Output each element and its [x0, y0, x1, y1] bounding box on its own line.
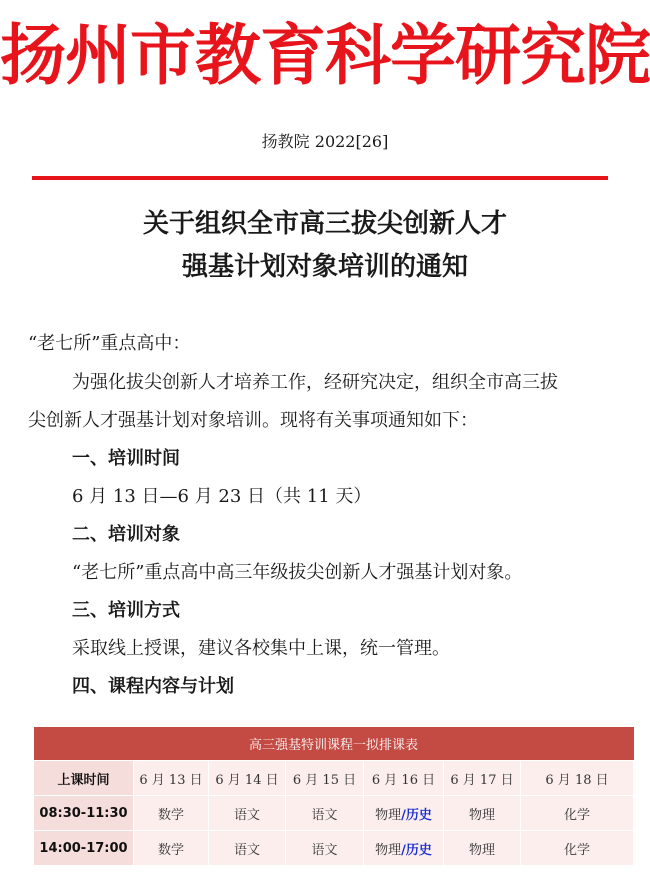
- subject-cell: 语文: [209, 831, 286, 866]
- intro-paragraph-line-1: 为强化拔尖创新人才培养工作，经研究决定，组织全市高三拔: [72, 372, 558, 393]
- section1-text: 6 月 13 日—6 月 23 日（共 11 天）: [72, 486, 372, 507]
- subject-cell: 物理: [444, 796, 521, 831]
- subject-cell: 数学: [134, 831, 209, 866]
- subject-separator: /: [401, 842, 406, 858]
- subject-cell: 语文: [286, 831, 364, 866]
- subject-separator: /: [401, 807, 406, 823]
- section1-heading: 一、培训时间: [72, 448, 180, 469]
- time-column-header: 上课时间: [34, 761, 134, 796]
- schedule-caption: 高三强基特训课程一拟排课表: [34, 727, 634, 761]
- subject-cell: 语文: [209, 796, 286, 831]
- red-divider-line: [32, 176, 608, 180]
- day-header: 6 月 16 日: [364, 761, 444, 796]
- day-header: 6 月 15 日: [286, 761, 364, 796]
- day-header: 6 月 14 日: [209, 761, 286, 796]
- section2-text: “老七所”重点高中高三年级拔尖创新人才强基计划对象。: [72, 562, 523, 583]
- section3-text: 采取线上授课，建议各校集中上课，统一管理。: [72, 638, 450, 659]
- section4-heading: 四、课程内容与计划: [72, 676, 234, 697]
- subject-cell: 语文: [286, 796, 364, 831]
- salutation: “老七所”重点高中：: [28, 333, 191, 354]
- subject-physics: 物理: [375, 807, 402, 823]
- session-time: 14:00-17:00: [34, 831, 134, 866]
- subject-cell: 化学: [521, 796, 634, 831]
- subject-cell: 化学: [521, 831, 634, 866]
- intro-paragraph-line-2: 尖创新人才强基计划对象培训。现将有关事项通知如下：: [28, 410, 478, 431]
- subject-history: 历史: [405, 807, 432, 823]
- notice-title-line-1: 关于组织全市高三拔尖创新人才: [142, 209, 507, 239]
- day-header: 6 月 17 日: [444, 761, 521, 796]
- document-number: 扬教院 2022[26]: [261, 132, 389, 151]
- subject-cell: [364, 831, 444, 866]
- day-header: 6 月 18 日: [521, 761, 634, 796]
- notice-title-line-2: 强基计划对象培训的通知: [181, 252, 468, 282]
- subject-physics: 物理: [375, 842, 402, 858]
- session-time: 08:30-11:30: [34, 796, 134, 831]
- schedule-table: [33, 727, 634, 866]
- table-row: [34, 831, 634, 866]
- subject-cell: 物理: [444, 831, 521, 866]
- day-header: 6 月 13 日: [134, 761, 209, 796]
- subject-cell: [364, 796, 444, 831]
- section3-heading: 三、培训方式: [72, 600, 180, 621]
- subject-history: 历史: [405, 842, 432, 858]
- table-row: [34, 796, 634, 831]
- section2-heading: 二、培训对象: [72, 524, 180, 545]
- subject-cell: 数学: [134, 796, 209, 831]
- org-name-header: 扬州市教育科学研究院: [0, 17, 650, 94]
